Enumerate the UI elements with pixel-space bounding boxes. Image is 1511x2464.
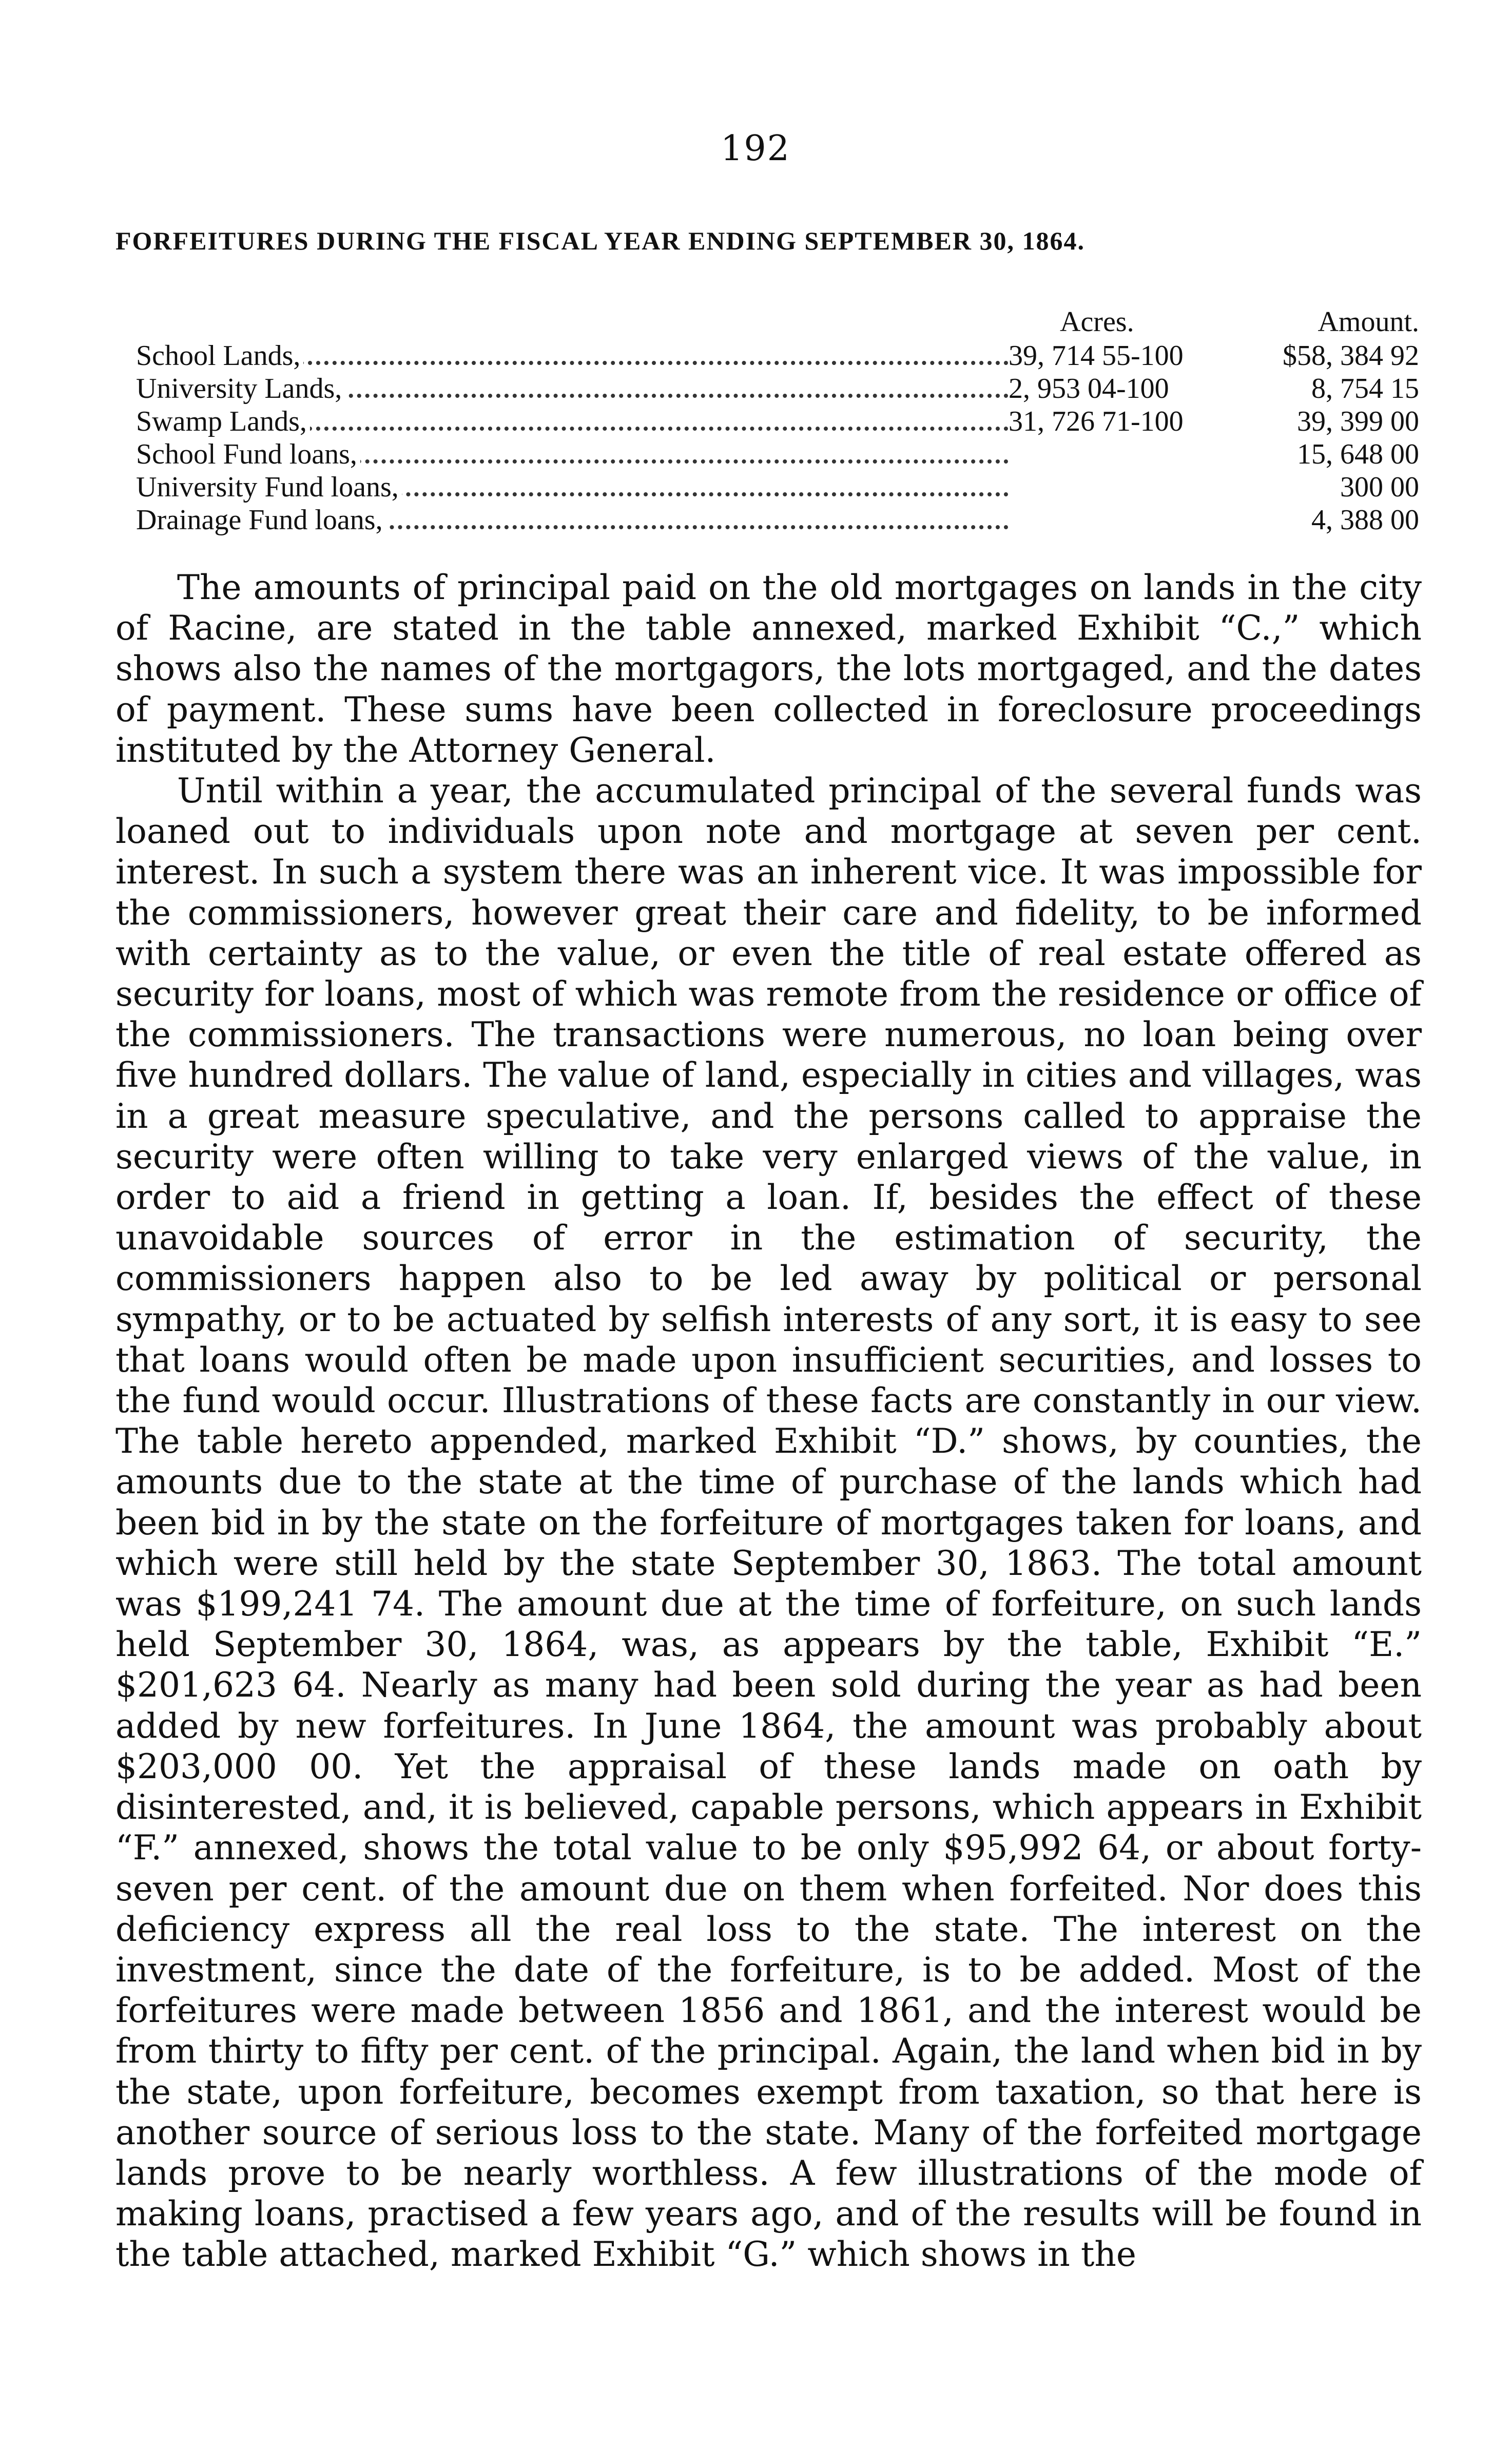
table-row	[115, 405, 1419, 438]
row-amount: 15, 648 00	[1297, 438, 1419, 470]
row-label: University Fund loans,	[136, 471, 402, 503]
paragraph: Until within a year, the accumulated principal of the several funds was loaned out to individuals upon note and mortgage at seven per cent. interest. In such a system there was an inherent vice. It was impossible for the commissioners, however great their care and fidelity, to be informed with certainty as to the value, or even the title of real estate offered as security for loans, most of which was remote from the residence or office of the commissioners. The transactions were numerous, no loan being over five hundred dollars. The value of land, especially in cities and villages, was in a great measure speculative, and the persons called to appraise the security were often willing to take very enlarged views of the value, in order to aid a friend in getting a loan. If, besides the effect of these unavoidable sources of error in the estimation of security, the commissioners happen also to be led away by political or personal sympathy, or to be actuated by selfish interests of any sort, it is easy to see that loans would often be made upon insufficient securities, and losses to the fund would occur. Illustrations of these facts are constantly in our view. The table hereto appended, marked Exhibit “D.” shows, by counties, the amounts due to the state at the time of purchase of the lands which had been bid in by the state on the forfeiture of mortgages taken for loans, and which were still held by the state September 30, 1863. The total amount was $199,241 74. The amount due at the time of forfeiture, on such lands held September 30, 1864, was, as appears by the table, Exhibit “E.” $201,623 64. Nearly as many had been sold during the year as had been added by new forfeitures. In June 1864, the amount was probably about $203,000 00. Yet the appraisal of these lands made on oath by disinterested, and, it is believed, capable persons, which appears in Exhibit “F.” annexed, shows the total value to be only $95,992 64, or about forty-seven per cent. of the amount due on them when forfeited. Nor does this deficiency express all the real loss to the state. The interest on the investment, since the date of the forfeiture, is to be added. Most of the forfeitures were made between 1856 and 1861, and the interest would be from thirty to fifty per cent. of the principal. Again, the land when bid in by the state, upon forfeiture, becomes exempt from taxation, so that here is another source of serious loss to the state. Many of the forfeited mortgage lands prove to be nearly worthless. A few illustrations of the mode of making loans, practised a few years ago, and of the results will be found in the table attached, marked Exhibit “G.” which shows in the	[115, 771, 1422, 2275]
amount-column-header: Amount.	[1318, 306, 1419, 338]
section-heading: FORFEITURES DURING THE FISCAL YEAR ENDING SEPTEMBER 30, 1864.	[115, 226, 1085, 255]
row-acres: 2, 953 04-100	[1009, 373, 1169, 405]
table-row	[115, 504, 1419, 536]
table-row	[115, 372, 1419, 405]
table-row	[115, 339, 1419, 372]
row-acres: 39, 714 55-100	[1009, 340, 1184, 372]
forfeitures-table	[115, 305, 1419, 536]
paragraph: The amounts of principal paid on the old mortgages on lands in the city of Racine, are stated in the table annexed, marked Exhibit “C.,” which shows also the names of the mortgagors, the lots mortgaged, and the dates of payment. These sums have been collected in foreclosure proceedings instituted by the Attorney General.	[115, 568, 1422, 770]
body-text	[115, 567, 1422, 2275]
row-amount: 8, 754 15	[1311, 373, 1419, 405]
row-amount: 300 00	[1340, 471, 1419, 503]
row-label: School Fund loans,	[136, 438, 360, 470]
row-label: School Lands,	[136, 340, 303, 372]
row-label: Swamp Lands,	[136, 406, 310, 437]
row-label: Drainage Fund loans,	[136, 504, 386, 536]
page-number: 192	[721, 128, 790, 169]
row-amount: $58, 384 92	[1283, 340, 1419, 372]
acres-column-header: Acres.	[1060, 306, 1134, 338]
row-amount: 4, 388 00	[1311, 504, 1419, 536]
row-amount: 39, 399 00	[1297, 406, 1419, 437]
table-header-row	[115, 305, 1419, 339]
table-row	[115, 438, 1419, 471]
row-acres: 31, 726 71-100	[1009, 406, 1184, 437]
row-label: University Lands,	[136, 373, 345, 405]
table-row	[115, 471, 1419, 504]
